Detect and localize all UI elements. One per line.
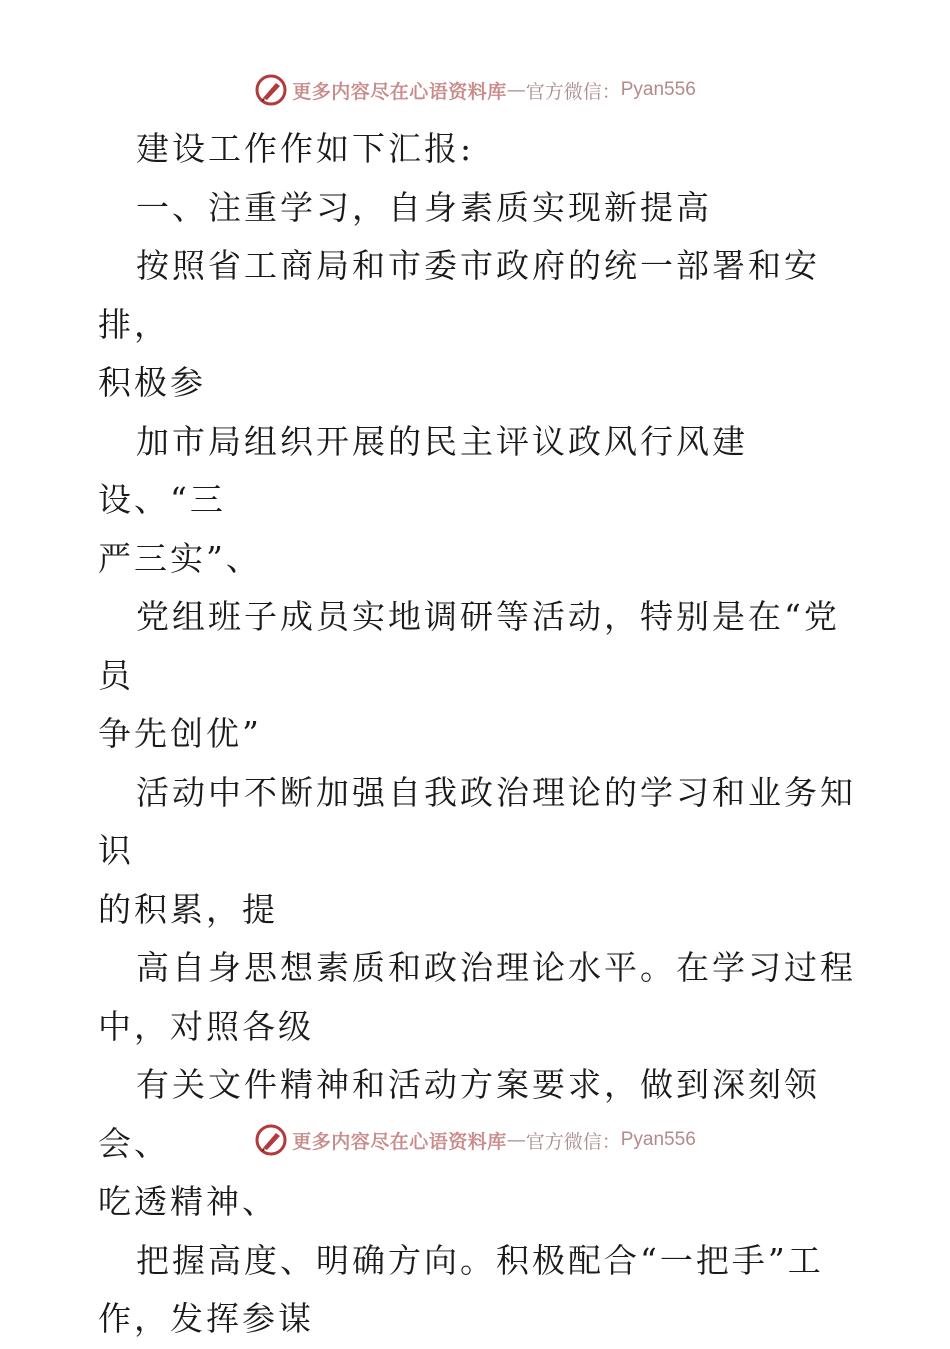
section-heading (98, 179, 858, 238)
paragraph-continuation: 中，对照各级 (98, 1006, 314, 1046)
watermark-dash: — (506, 79, 526, 101)
paragraph-continuation: 争先创优” (98, 714, 262, 753)
paragraph-line: 高自身思想素质和政治理论水平。在学习过程 (136, 948, 856, 987)
paragraph-continuation: 作，发挥参谋 (98, 1299, 314, 1338)
header-watermark (0, 70, 950, 110)
paragraph-line: 建设工作作如下汇报: (136, 129, 475, 168)
paragraph (98, 413, 858, 589)
paragraph-line: 活动中不断加强自我政治理论的学习和业务知识 (98, 772, 856, 870)
watermark-sub: 官方微信： (525, 80, 621, 103)
paragraph-line: 按照省工商局和市委市政府的统一部署和安排， (98, 246, 820, 344)
paragraph (98, 764, 858, 940)
paragraph (98, 588, 858, 764)
document-body (98, 120, 858, 1349)
paragraph-line: 加市局组织开展的民主评议政风行风建设、“三 (98, 421, 748, 519)
paragraph-continuation: 的积累，提 (98, 889, 278, 929)
watermark-handle: Pyan556 (620, 1129, 696, 1150)
paragraph-continuation: 积极参 (98, 363, 206, 402)
watermark-dash: — (506, 1129, 526, 1151)
paragraph (98, 1232, 858, 1349)
footer-watermark (0, 1120, 950, 1160)
paragraph (98, 237, 858, 413)
pen-logo-icon (254, 1123, 288, 1157)
paragraph-line: 有关文件精神和活动方案要求，做到深刻领会、 (98, 1065, 820, 1163)
watermark-title: 更多内容尽在心语资料库 (292, 80, 507, 103)
paragraph (98, 939, 858, 1056)
watermark-title: 更多内容尽在心语资料库 (292, 1130, 507, 1153)
paragraph-line: 党组班子成员实地调研等活动，特别是在“党员 (98, 597, 840, 695)
paragraph-line: 一、注重学习，自身素质实现新提高 (136, 187, 712, 227)
paragraph-continuation: 严三实”、 (98, 538, 262, 578)
watermark-sub: 官方微信： (525, 1130, 621, 1153)
paragraph-line: 把握高度、明确方向。积极配合“一把手”工 (136, 1240, 824, 1280)
paragraph (98, 120, 858, 179)
paragraph-continuation: 吃透精神、 (98, 1182, 278, 1221)
pen-logo-icon (254, 73, 288, 107)
watermark-handle: Pyan556 (620, 79, 696, 100)
